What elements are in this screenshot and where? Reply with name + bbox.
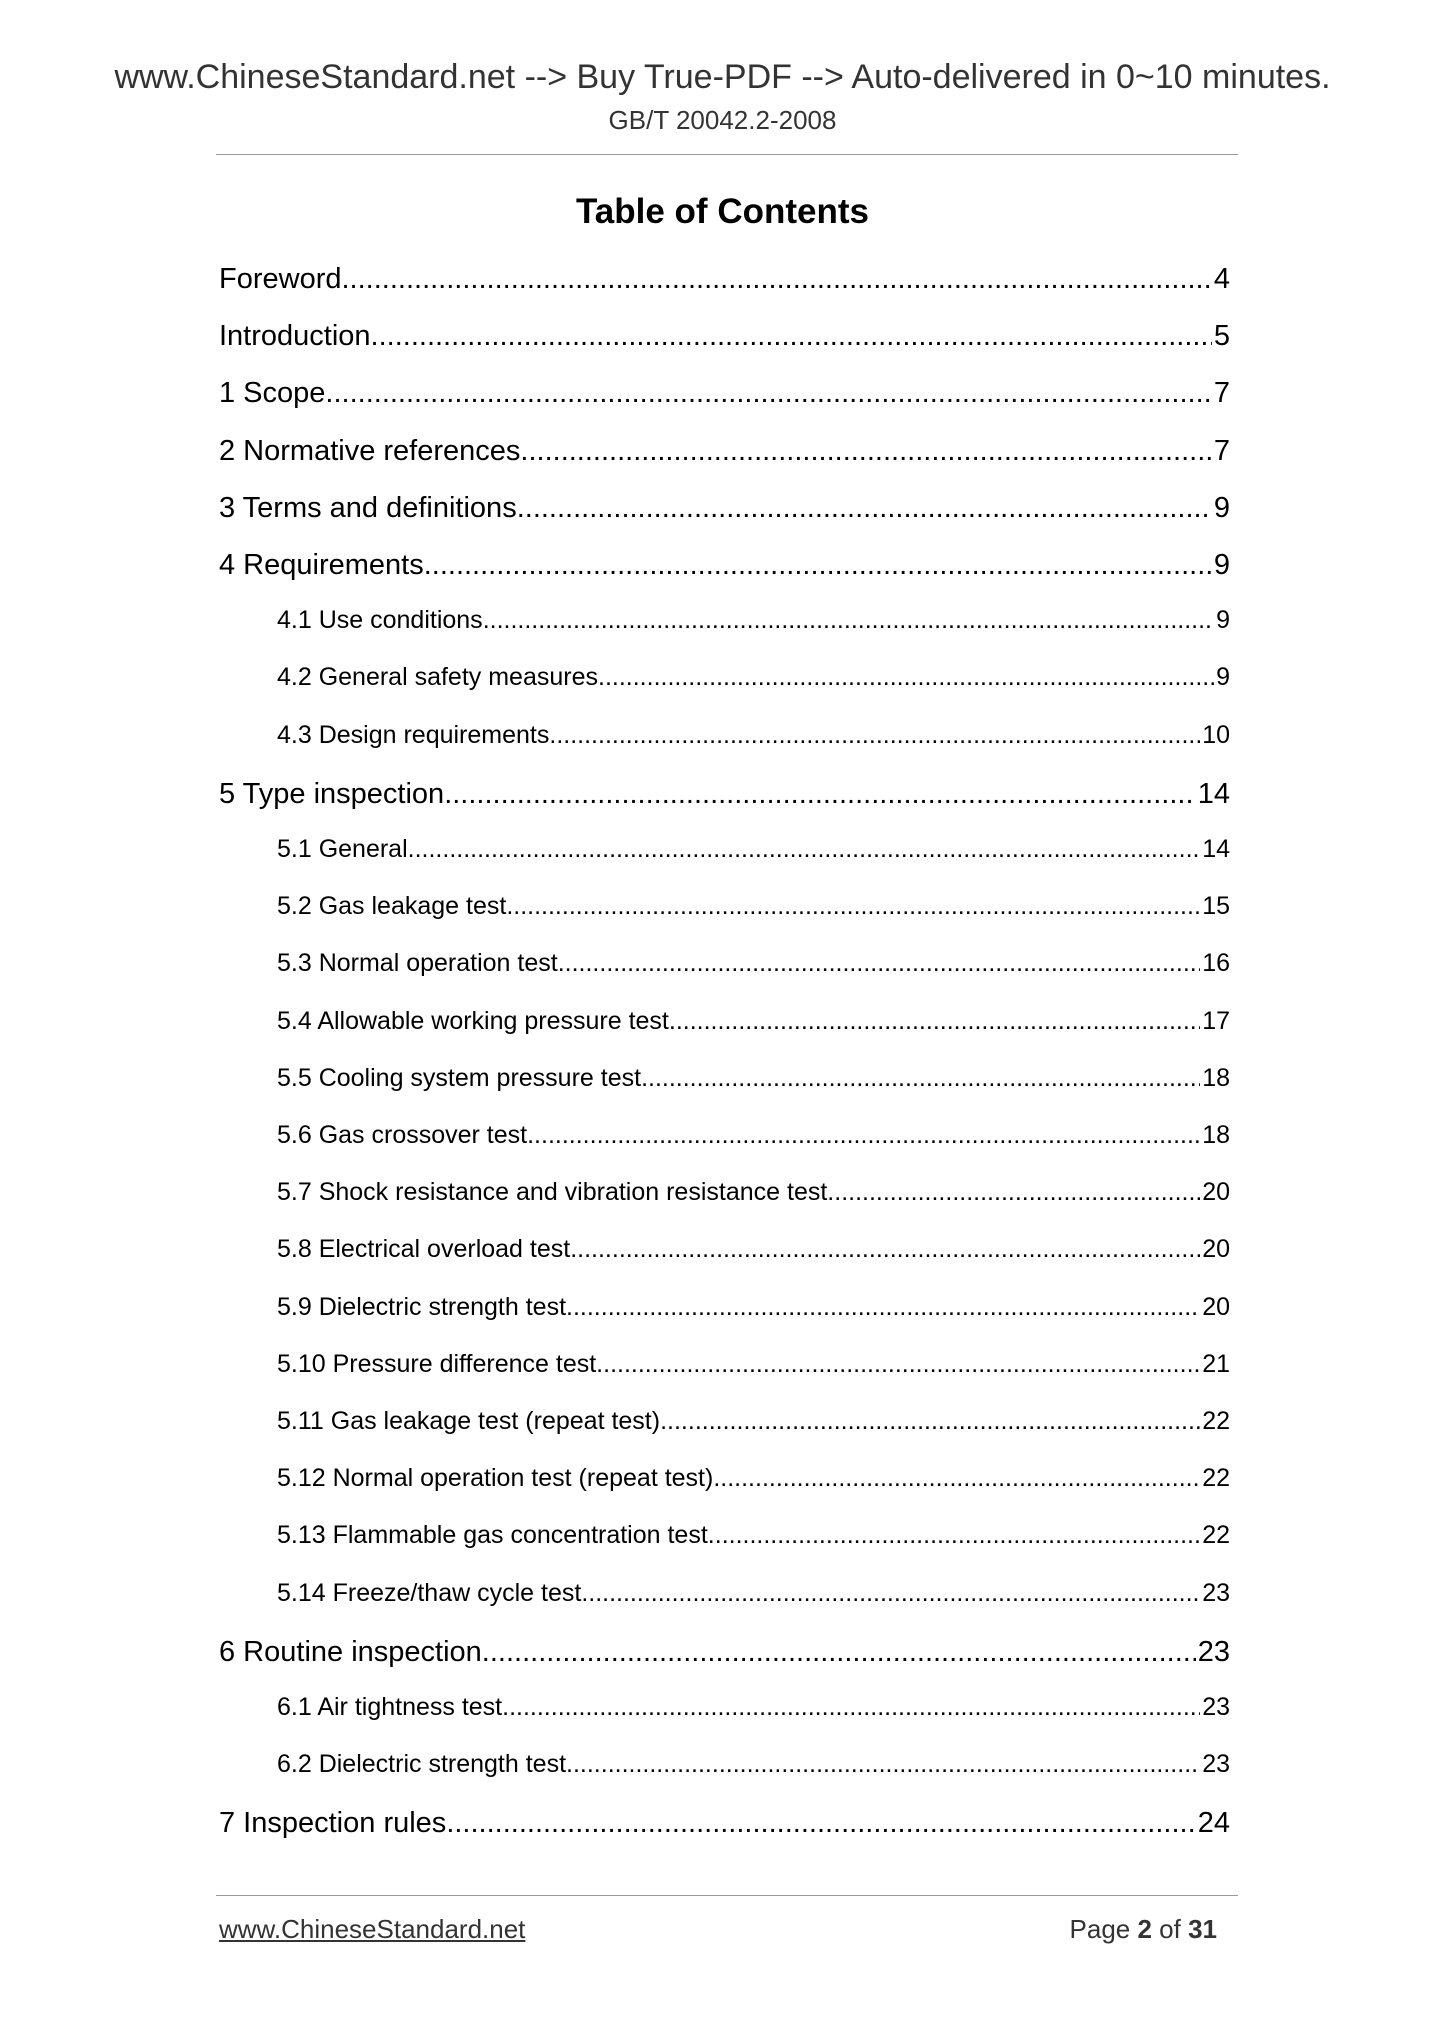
toc-entry[interactable] [277,835,1230,864]
toc-entry-page: 22 [1202,1521,1230,1550]
toc-entry-page: 21 [1202,1349,1230,1378]
toc-entry-label: 5.2 Gas leakage test [277,892,507,921]
toc-entry[interactable] [277,1293,1230,1322]
toc-dot-leader [660,1407,1200,1436]
toc-entry-page: 20 [1202,1178,1230,1207]
page-total: 31 [1188,1914,1217,1944]
toc-entry-label: 5.5 Cooling system pressure test [277,1063,642,1092]
toc-entry-page: 24 [1197,1807,1230,1840]
toc-entry[interactable] [277,1521,1230,1550]
toc-entry-page: 10 [1202,720,1230,749]
toc-entry-label: 7 Inspection rules [219,1807,447,1840]
toc-dot-leader [506,892,1200,921]
toc-entry-label: 5.14 Freeze/thaw cycle test [277,1578,582,1607]
toc-dot-leader [371,320,1212,353]
toc-entry-page: 23 [1197,1635,1230,1668]
header-banner: www.ChineseStandard.net --> Buy True-PDF --> Auto-delivered in 0~10 minutes. [114,58,1331,96]
toc-entry[interactable] [277,1007,1230,1036]
toc-entry[interactable] [277,892,1230,921]
toc-entry[interactable] [277,1579,1230,1608]
toc-entry-label: 5.4 Allowable working pressure test [277,1006,669,1035]
toc-entry[interactable] [277,1350,1230,1379]
toc-entry-label: 4 Requirements [219,549,424,581]
toc-entry-label: 5 Type inspection [219,777,445,810]
toc-dot-leader [549,721,1200,750]
toc-entry[interactable] [277,1693,1230,1722]
toc-dot-leader [596,1350,1200,1379]
toc-entry[interactable] [277,1178,1230,1207]
toc-entry-label: 5.6 Gas crossover test [277,1121,528,1149]
toc-entry-label: 6.2 Dielectric strength test [277,1750,567,1779]
toc-title: Table of Contents [576,192,869,231]
toc-dot-leader [342,263,1212,296]
page-of: of [1151,1914,1189,1944]
toc-entry[interactable] [219,263,1230,296]
toc-entry-page: 16 [1202,949,1230,978]
toc-entry[interactable] [277,1407,1230,1436]
toc-entry[interactable] [277,1464,1230,1493]
footer-divider [216,1895,1238,1896]
toc-entry[interactable] [277,1121,1230,1150]
toc-dot-leader [444,778,1196,811]
toc-entry[interactable] [277,1064,1230,1093]
toc-dot-leader [581,1579,1200,1608]
toc-entry-page: 9 [1216,663,1230,692]
toc-dot-leader [408,835,1201,864]
toc-dot-leader [669,1007,1200,1036]
toc-entry[interactable] [219,435,1230,468]
toc-dot-leader [827,1178,1200,1207]
toc-entry-page: 5 [1213,320,1230,353]
standard-code: GB/T 20042.2-2008 [608,105,837,135]
toc-entry-page: 7 [1213,377,1230,410]
toc-entry-page: 23 [1202,1750,1230,1779]
toc-entry-label: 5.1 General [277,835,408,863]
toc-dot-leader [527,1121,1200,1150]
toc-entry-page: 18 [1202,1121,1230,1149]
toc-entry-page: 4 [1213,263,1230,295]
toc-entry[interactable] [219,1807,1230,1840]
toc-entry-label: 5.12 Normal operation test (repeat test) [277,1464,714,1493]
toc-dot-leader [520,435,1211,468]
toc-entry-page: 20 [1202,1292,1230,1321]
toc-entry[interactable] [277,606,1230,635]
toc-dot-leader [566,1293,1200,1322]
toc-entry-label: 2 Normative references [219,434,521,467]
toc-entry-page: 14 [1197,777,1230,810]
toc-entry-label: 5.3 Normal operation test [277,949,558,978]
toc-entry[interactable] [277,1750,1230,1779]
toc-entry-page: 18 [1202,1063,1230,1092]
toc-entry-page: 9 [1213,549,1230,581]
toc-entry-label: 6.1 Air tightness test [277,1693,503,1721]
toc-entry-label: 4.3 Design requirements [277,720,550,749]
toc-entry-label: 5.10 Pressure difference test [277,1349,597,1378]
toc-entry-label: 5.7 Shock resistance and vibration resistance test [277,1178,828,1207]
toc-entry[interactable] [219,320,1230,353]
toc-entry-label: 5.11 Gas leakage test (repeat test) [277,1407,661,1435]
toc-entry-page: 22 [1202,1464,1230,1493]
toc-dot-leader [598,663,1214,692]
toc-entry-label: 4.1 Use conditions [277,606,483,635]
toc-entry-page: 7 [1213,434,1230,467]
toc-entry-label: 5.9 Dielectric strength test [277,1292,567,1321]
toc-entry-page: 23 [1202,1693,1230,1721]
toc-entry-page: 15 [1202,892,1230,921]
toc-dot-leader [517,492,1212,525]
toc-entry[interactable] [277,949,1230,978]
footer-page-number [1070,1914,1217,1945]
toc-entry[interactable] [277,1235,1230,1264]
toc-entry-label: Foreword [219,263,342,295]
toc-entry-label: 1 Scope [219,377,326,410]
toc-entry-page: 20 [1202,1235,1230,1264]
toc-dot-leader [566,1750,1200,1779]
toc-entry-label: 4.2 General safety measures [277,663,598,692]
toc-entry[interactable] [219,778,1230,811]
toc-entry-label: 3 Terms and definitions [219,491,517,524]
toc-dot-leader [325,377,1211,410]
toc-dot-leader [713,1464,1200,1493]
toc-entry-page: 23 [1202,1578,1230,1607]
toc-entry[interactable] [219,1636,1230,1669]
toc-entry-page: 9 [1213,491,1230,524]
toc-entry[interactable] [277,663,1230,692]
toc-entry[interactable] [219,377,1230,410]
toc-entry-page: 22 [1202,1407,1230,1435]
page-prefix: Page [1069,1914,1138,1944]
toc-entry-label: 5.8 Electrical overload test [277,1235,571,1264]
page-current: 2 [1137,1914,1152,1944]
toc-entry-label: Introduction [219,320,371,353]
toc-entry[interactable] [219,492,1230,525]
toc-dot-leader [502,1693,1200,1722]
toc-dot-leader [570,1235,1200,1264]
toc-entry[interactable] [277,721,1230,750]
toc-entry-page: 9 [1216,606,1230,635]
toc-dot-leader [558,949,1200,978]
toc-entry[interactable] [219,549,1230,582]
toc-dot-leader [424,549,1212,582]
toc-dot-leader [641,1064,1200,1093]
toc-entry-page: 17 [1202,1006,1230,1035]
toc-dot-leader [708,1521,1200,1550]
toc-dot-leader [483,606,1214,635]
toc-entry-page: 14 [1202,835,1230,863]
toc-dot-leader [482,1636,1196,1669]
toc-entry-label: 6 Routine inspection [219,1635,482,1668]
toc-entry-label: 5.13 Flammable gas concentration test [277,1521,708,1550]
toc-dot-leader [446,1807,1195,1840]
footer-site-link[interactable]: www.ChineseStandard.net [219,1914,526,1944]
